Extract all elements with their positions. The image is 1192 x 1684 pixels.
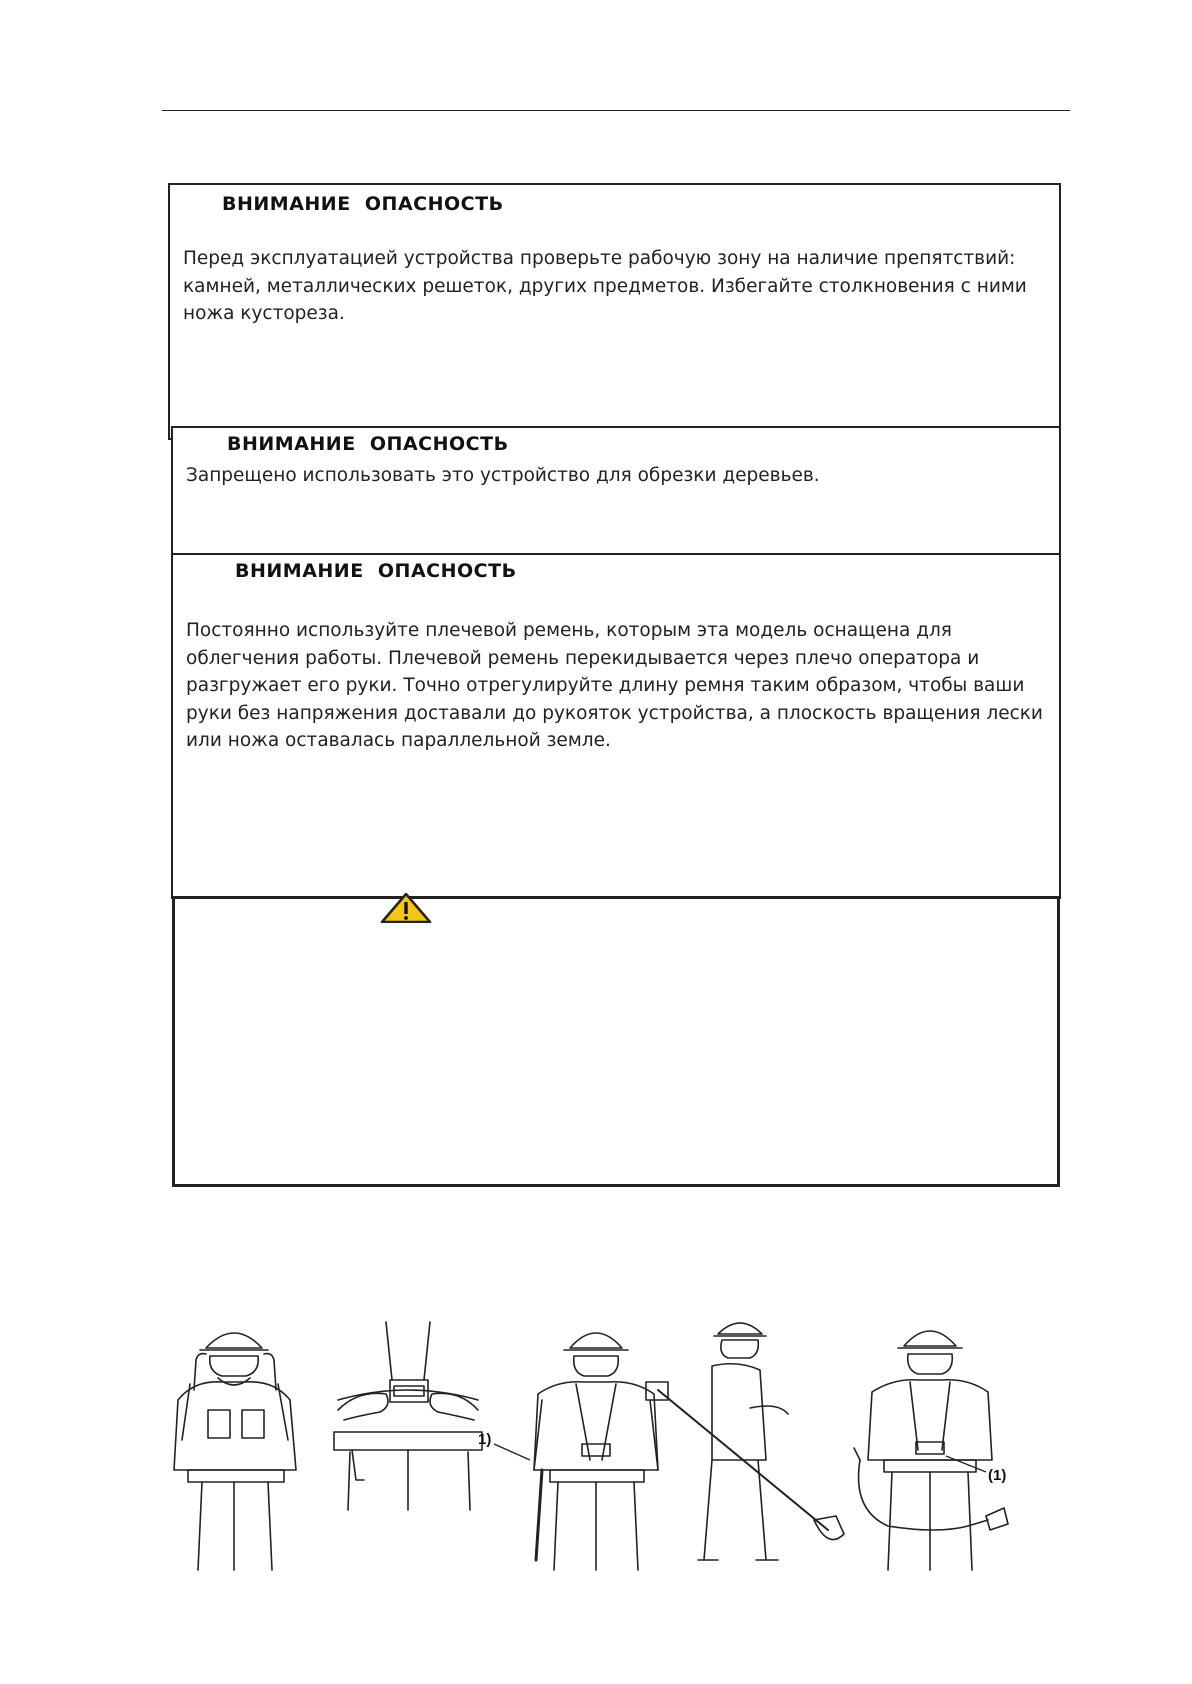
figure-wearing-harness <box>534 1333 658 1570</box>
warning-title: ВНИМАНИЕ ОПАСНОСТЬ <box>222 193 504 215</box>
warning-text: Постоянно используйте плечевой ремень, которым эта модель оснащена для облегчения работы. Плечевой ремень перекидывается через плечо оператора и разгружает его руки. Точно отрегулируйте длину ремня таким образом, чтобы ваши руки без напряжения доставали до рукояток устройства, а плоскость вращения лески или ножа оставалась параллельной земле. <box>186 620 1043 751</box>
figure-putting-on-harness <box>174 1333 296 1570</box>
warning-text: Запрещено использовать это устройство для обрезки деревьев. <box>186 465 820 486</box>
figure-trimmer-side-view <box>646 1323 844 1560</box>
warning-box-trees <box>171 426 1061 558</box>
figure-trimmer-front-view <box>854 1331 1008 1570</box>
warning-box-empty <box>172 896 1060 1187</box>
header-rule <box>162 110 1070 111</box>
warning-text: Перед эксплуатацией устройства проверьте рабочую зону на наличие препятствий: камней, металлических решеток, других предметов. Избегайте столкновения с ними ножа кустореза. <box>183 248 1027 324</box>
warning-triangle-icon <box>380 893 432 923</box>
warning-title: ВНИМАНИЕ ОПАСНОСТЬ <box>227 433 509 455</box>
figure-buckle-closeup <box>334 1322 482 1510</box>
callout-leader-right <box>946 1456 986 1472</box>
warning-box-shoulder-strap <box>171 553 1061 899</box>
warning-box-obstacles <box>168 183 1061 440</box>
callout-label-right: (1) <box>988 1467 1007 1484</box>
callout-label-left: 1) <box>478 1431 492 1448</box>
warning-title: ВНИМАНИЕ ОПАСНОСТЬ <box>235 560 517 582</box>
harness-illustration-strip <box>138 1320 1078 1590</box>
callout-leader-left <box>494 1444 530 1460</box>
